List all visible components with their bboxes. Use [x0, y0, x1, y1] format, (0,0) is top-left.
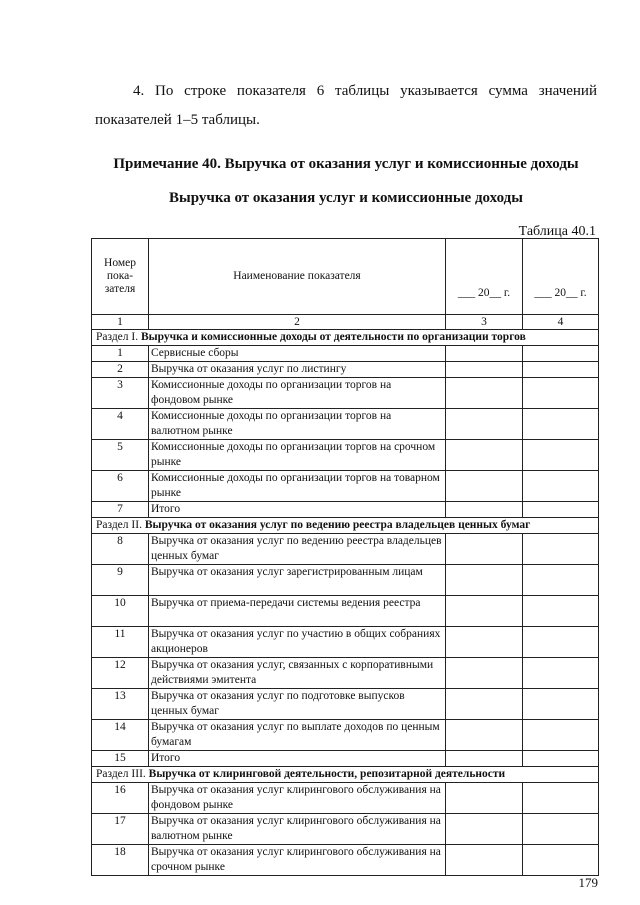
indicator-number: 7 — [92, 502, 149, 518]
section-heading: Выручка от оказания услуг по ведению реестра владельцев ценных бумаг — [144, 519, 531, 531]
indicator-name: Комиссионные доходы по организации торгов на валютном рынке — [149, 409, 446, 440]
section-prefix: Раздел I. — [96, 331, 141, 343]
indicator-number: 17 — [92, 814, 149, 845]
paragraph-line-2: показателей 1–5 таблицы. — [95, 112, 260, 128]
indicator-name: Сервисные сборы — [149, 346, 446, 362]
value-cell-year-1 — [446, 534, 523, 565]
indicator-number: 8 — [92, 534, 149, 565]
value-cell-year-1 — [446, 689, 523, 720]
table-label: Таблица 40.1 — [518, 224, 596, 239]
header-year-2: ___ 20__ г. — [523, 239, 599, 315]
value-cell-year-2 — [523, 409, 599, 440]
value-cell-year-1 — [446, 440, 523, 471]
value-cell-year-2 — [523, 378, 599, 409]
indicator-number: 2 — [92, 362, 149, 378]
indicator-number: 12 — [92, 658, 149, 689]
revenue-table — [91, 238, 599, 876]
value-cell-year-1 — [446, 378, 523, 409]
table-row — [92, 814, 599, 845]
indicator-number: 15 — [92, 751, 149, 767]
section-prefix: Раздел III. — [96, 768, 149, 780]
table-row — [92, 751, 599, 767]
value-cell-year-1 — [446, 596, 523, 627]
section-row — [92, 330, 599, 346]
value-cell-year-2 — [523, 751, 599, 767]
indicator-number: 16 — [92, 783, 149, 814]
indicator-name: Выручка от оказания услуг зарегистрированным лицам — [149, 565, 446, 596]
table-row — [92, 596, 599, 627]
table-row — [92, 783, 599, 814]
value-cell-year-2 — [523, 502, 599, 518]
value-cell-year-2 — [523, 720, 599, 751]
indicator-name: Итого — [149, 502, 446, 518]
value-cell-year-1 — [446, 627, 523, 658]
section-prefix: Раздел II. — [96, 519, 145, 531]
indicator-number: 4 — [92, 409, 149, 440]
value-cell-year-1 — [446, 362, 523, 378]
value-cell-year-2 — [523, 658, 599, 689]
table-row — [92, 534, 599, 565]
value-cell-year-2 — [523, 845, 599, 876]
column-numbers-row — [92, 315, 599, 330]
table-row — [92, 409, 599, 440]
page-number: 179 — [578, 875, 598, 890]
note-title: Примечание 40. Выручка от оказания услуг и комиссионные доходы — [113, 156, 579, 172]
indicator-number: 6 — [92, 471, 149, 502]
table-row — [92, 378, 599, 409]
indicator-number: 11 — [92, 627, 149, 658]
indicator-number: 3 — [92, 378, 149, 409]
paragraph-line-1: 4. По строке показателя 6 таблицы указывается сумма значений — [133, 83, 597, 99]
value-cell-year-1 — [446, 346, 523, 362]
table-row — [92, 565, 599, 596]
section-title — [92, 518, 599, 534]
section-heading: Выручка от клиринговой деятельности, репозитарной деятельности — [148, 768, 506, 780]
column-number: 2 — [149, 315, 446, 330]
header-name: Наименование показателя — [149, 239, 446, 315]
section-title — [92, 767, 599, 783]
table-row — [92, 471, 599, 502]
indicator-name: Выручка от оказания услуг, связанных с корпоративными действиями эмитента — [149, 658, 446, 689]
table-row — [92, 362, 599, 378]
indicator-number: 13 — [92, 689, 149, 720]
indicator-number: 18 — [92, 845, 149, 876]
table-row — [92, 627, 599, 658]
section-heading: Выручка и комиссионные доходы от деятельности по организации торгов — [140, 331, 526, 343]
indicator-name: Комиссионные доходы по организации торгов на фондовом рынке — [149, 378, 446, 409]
indicator-name: Выручка от оказания услуг по ведению реестра владельцев ценных бумаг — [149, 534, 446, 565]
section-title — [92, 330, 599, 346]
table-row — [92, 658, 599, 689]
indicator-name: Выручка от оказания услуг клирингового обслуживания на срочном рынке — [149, 845, 446, 876]
indicator-name: Выручка от оказания услуг клирингового обслуживания на фондовом рынке — [149, 783, 446, 814]
value-cell-year-1 — [446, 409, 523, 440]
value-cell-year-2 — [523, 346, 599, 362]
table-header-row — [92, 239, 599, 315]
table-row — [92, 720, 599, 751]
column-number: 1 — [92, 315, 149, 330]
indicator-name: Выручка от оказания услуг по выплате доходов по ценным бумагам — [149, 720, 446, 751]
header-num: Номер пока- зателя — [92, 239, 149, 315]
value-cell-year-1 — [446, 720, 523, 751]
value-cell-year-2 — [523, 783, 599, 814]
value-cell-year-2 — [523, 440, 599, 471]
value-cell-year-1 — [446, 471, 523, 502]
table-row — [92, 502, 599, 518]
paragraph — [95, 77, 597, 135]
column-number: 3 — [446, 315, 523, 330]
column-number: 4 — [523, 315, 599, 330]
table-row — [92, 689, 599, 720]
table-row — [92, 845, 599, 876]
indicator-number: 9 — [92, 565, 149, 596]
indicator-name: Выручка от приема-передачи системы ведения реестра — [149, 596, 446, 627]
value-cell-year-2 — [523, 596, 599, 627]
value-cell-year-2 — [523, 534, 599, 565]
value-cell-year-2 — [523, 689, 599, 720]
value-cell-year-2 — [523, 627, 599, 658]
section-row — [92, 518, 599, 534]
indicator-number: 10 — [92, 596, 149, 627]
value-cell-year-1 — [446, 783, 523, 814]
indicator-number: 5 — [92, 440, 149, 471]
indicator-number: 1 — [92, 346, 149, 362]
indicator-name: Выручка от оказания услуг по подготовке выпусков ценных бумаг — [149, 689, 446, 720]
table-subtitle: Выручка от оказания услуг и комиссионные доходы — [169, 190, 523, 206]
indicator-name: Выручка от оказания услуг по участию в общих собраниях акционеров — [149, 627, 446, 658]
section-row — [92, 767, 599, 783]
value-cell-year-1 — [446, 845, 523, 876]
value-cell-year-1 — [446, 751, 523, 767]
table-row — [92, 346, 599, 362]
table-row — [92, 440, 599, 471]
indicator-name: Комиссионные доходы по организации торгов на товарном рынке — [149, 471, 446, 502]
indicator-name: Выручка от оказания услуг по листингу — [149, 362, 446, 378]
value-cell-year-1 — [446, 814, 523, 845]
value-cell-year-1 — [446, 502, 523, 518]
value-cell-year-1 — [446, 658, 523, 689]
header-year-1: ___ 20__ г. — [446, 239, 523, 315]
value-cell-year-2 — [523, 362, 599, 378]
value-cell-year-2 — [523, 471, 599, 502]
indicator-name: Комиссионные доходы по организации торгов на срочном рынке — [149, 440, 446, 471]
indicator-name: Выручка от оказания услуг клирингового обслуживания на валютном рынке — [149, 814, 446, 845]
indicator-name: Итого — [149, 751, 446, 767]
value-cell-year-2 — [523, 565, 599, 596]
value-cell-year-2 — [523, 814, 599, 845]
value-cell-year-1 — [446, 565, 523, 596]
indicator-number: 14 — [92, 720, 149, 751]
